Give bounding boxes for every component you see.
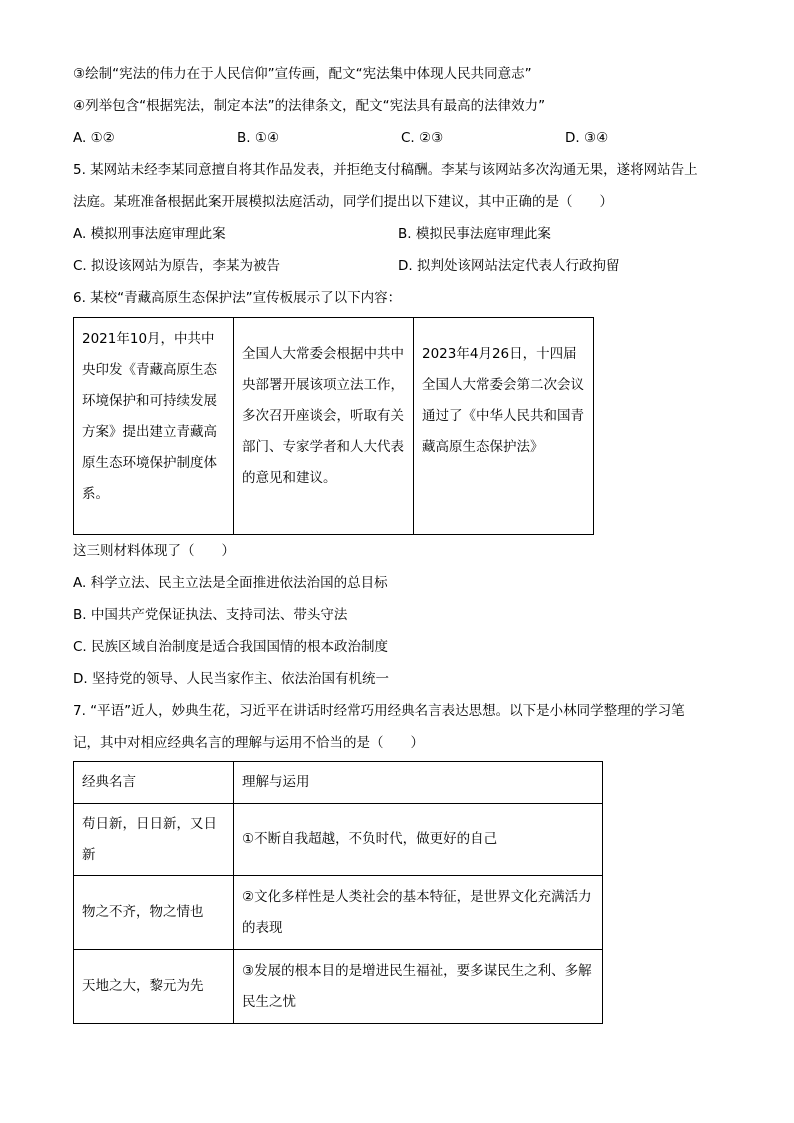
q6-material-table	[73, 317, 594, 535]
q6-option-a: A. 科学立法、民主立法是全面推进依法治国的总目标	[73, 575, 388, 591]
exam-page	[73, 58, 733, 1024]
q4-option-b: B. ①④	[237, 130, 280, 146]
q7-quote-3: 天地之大，黎元为先	[74, 950, 234, 1024]
q7-use-2: ②文化多样性是人类社会的基本特征，是世界文化充满活力的表现	[234, 876, 603, 950]
q6-material-1: 2021年10月，中共中央印发《青藏高原生态环境保护和可持续发展方案》提出建立青藏高原生态环境保护制度体系。	[74, 318, 234, 535]
q5-options-row1	[73, 218, 733, 250]
q7-stem-line2: 记，其中对相应经典名言的理解与运用不恰当的是（ ）	[73, 735, 424, 751]
q7-use-1: ①不断自我超越，不负时代，做更好的自己	[234, 804, 603, 876]
q5-stem-line2: 法庭。某班准备根据此案开展模拟法庭活动，同学们提出以下建议，其中正确的是（ ）	[73, 194, 613, 210]
q5-option-b: B. 模拟民事法庭审理此案	[398, 226, 551, 242]
q7-quote-1: 苟日新，日日新，又日新	[74, 804, 234, 876]
q7-header-quote: 经典名言	[74, 762, 234, 804]
q4-option-c: C. ②③	[401, 130, 444, 146]
table-row	[74, 804, 603, 876]
q7-use-3: ③发展的根本目的是增进民生福祉，要多谋民生之利、多解民生之忧	[234, 950, 603, 1024]
q4-options	[73, 122, 733, 154]
q4-item-4: ④列举包含“根据宪法，制定本法”的法律条文，配文“宪法具有最高的法律效力”	[73, 98, 546, 114]
q5-option-d: D. 拟判处该网站法定代表人行政拘留	[398, 258, 620, 274]
q6-option-d: D. 坚持党的领导、人民当家作主、依法治国有机统一	[73, 671, 389, 687]
q6-material-3: 2023年4月26日，十四届全国人大常委会第二次会议通过了《中华人民共和国青藏高原生态保护法》	[414, 318, 594, 535]
q4-option-a: A. ①②	[73, 130, 115, 146]
q6-option-c: C. 民族区域自治制度是适合我国国情的根本政治制度	[73, 639, 389, 655]
q5-options-row2	[73, 250, 733, 282]
q5-option-c: C. 拟设该网站为原告，李某为被告	[73, 258, 281, 274]
q7-stem-line1: 7. “平语”近人，妙典生花，习近平在讲话时经常巧用经典名言表达思想。以下是小林同学整理的学习笔	[73, 703, 685, 719]
q7-quote-2: 物之不齐，物之情也	[74, 876, 234, 950]
q6-material-2: 全国人大常委会根据中共中央部署开展该项立法工作，多次召开座谈会，听取有关部门、专家学者和人大代表的意见和建议。	[234, 318, 414, 535]
q5-stem-line1: 5. 某网站未经李某同意擅自将其作品发表，并拒绝支付稿酬。李某与该网站多次沟通无果，遂将网站告上	[73, 162, 698, 178]
q7-header-use: 理解与运用	[234, 762, 603, 804]
q4-item-3: ③绘制“宪法的伟力在于人民信仰”宣传画，配文“宪法集中体现人民共同意志”	[73, 66, 532, 82]
q7-quote-table	[73, 761, 603, 1024]
q6-option-b: B. 中国共产党保证执法、支持司法、带头守法	[73, 607, 348, 623]
table-row	[74, 876, 603, 950]
q6-question: 这三则材料体现了（ ）	[73, 543, 235, 559]
q6-stem: 6. 某校“青藏高原生态保护法”宣传板展示了以下内容：	[73, 290, 402, 306]
q4-option-d: D. ③④	[565, 130, 609, 146]
table-row	[74, 950, 603, 1024]
q5-option-a: A. 模拟刑事法庭审理此案	[73, 226, 226, 242]
